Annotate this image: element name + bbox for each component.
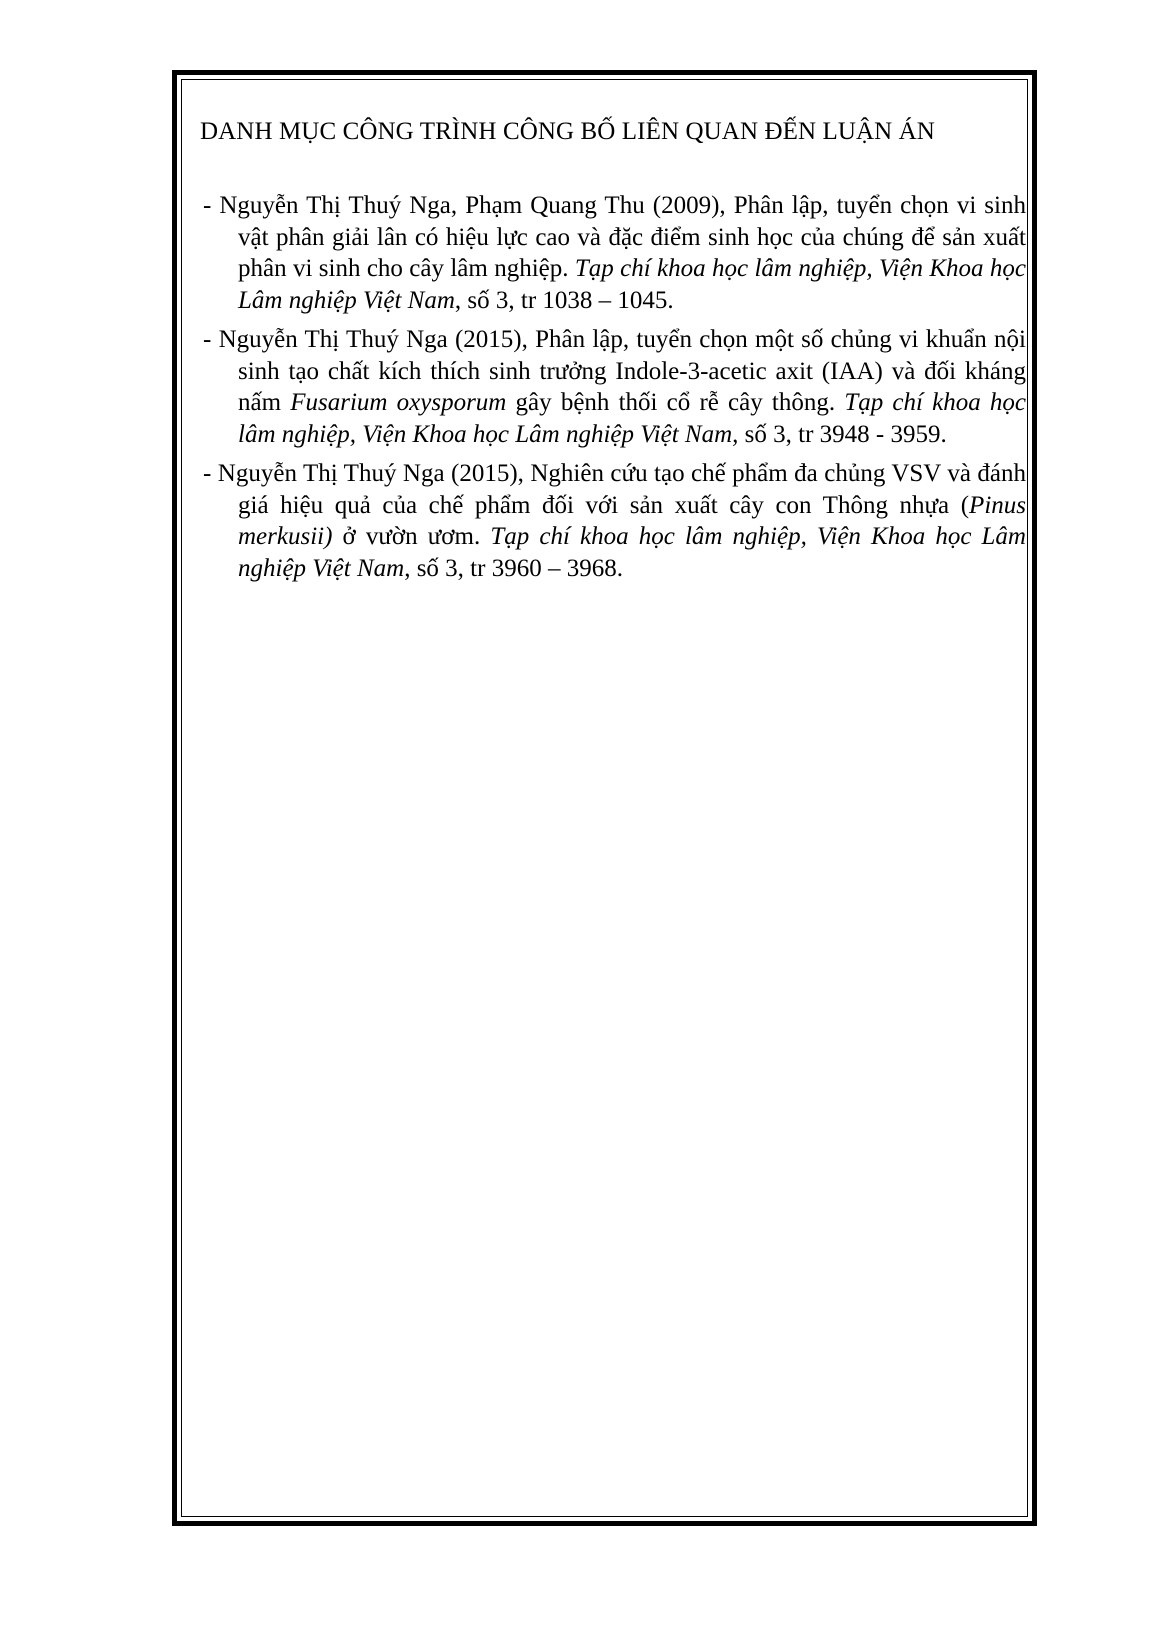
publication-journal: Tạp chí khoa học lâm nghiệp, Viện Khoa học Lâm nghiệp Việt Nam: [238, 255, 1026, 314]
publication-issue: , số 3, tr 3960 – 3968.: [404, 554, 623, 582]
page-title: DANH MỤC CÔNG TRÌNH CÔNG BỐ LIÊN QUAN ĐẾN LUẬN ÁN: [200, 118, 935, 145]
publication-text-continued: ở vườn ươm.: [332, 523, 491, 550]
publication-bullet: -: [203, 326, 219, 353]
publication-issue: , số 3, tr 1038 – 1045.: [454, 286, 674, 314]
publication-bullet: -: [203, 192, 220, 219]
publication-item: [203, 324, 1026, 450]
publication-list: [203, 190, 1026, 592]
publication-bullet: -: [203, 460, 218, 487]
publication-text: Nguyễn Thị Thuý Nga (2015), Nghiên cứu tạo chế phẩm đa chủng VSV và đánh giá hiệu quả của chế phẩm đối với sản xuất cây con Thông nhựa (: [217, 460, 1026, 519]
publication-text: Nguyễn Thị Thuý Nga, Phạm Quang Thu (2009), Phân lập, tuyển chọn vi sinh vật phân giải lân có hiệu lực cao và đặc điểm sinh học của chúng để sản xuất phân vi sinh cho cây lâm nghiệp.: [219, 192, 1026, 282]
publication-issue: số 3, tr 3948 - 3959.: [738, 420, 947, 448]
publication-text-continued: gây bệnh thối cổ rễ cây thông.: [506, 389, 845, 416]
publication-journal: Tạp chí khoa học lâm nghiệp, Viện Khoa học Lâm nghiệp Việt Nam: [238, 523, 1026, 582]
publication-species: Fusarium oxysporum: [290, 389, 507, 416]
publication-item: [203, 458, 1026, 584]
publication-item: [203, 190, 1026, 316]
publication-text: Nguyễn Thị Thuý Nga (2015), Phân lập, tuyển chọn một số chủng vi khuẩn nội sinh tạo chất kích thích sinh trưởng Indole-3-acetic axit (IAA) và đối kháng nấm: [218, 326, 1026, 416]
publication-journal: Tạp chí khoa học lâm nghiệp, Viện Khoa học Lâm nghiệp Việt Nam,: [238, 389, 1026, 448]
publication-species: Pinus merkusii): [238, 491, 1026, 550]
